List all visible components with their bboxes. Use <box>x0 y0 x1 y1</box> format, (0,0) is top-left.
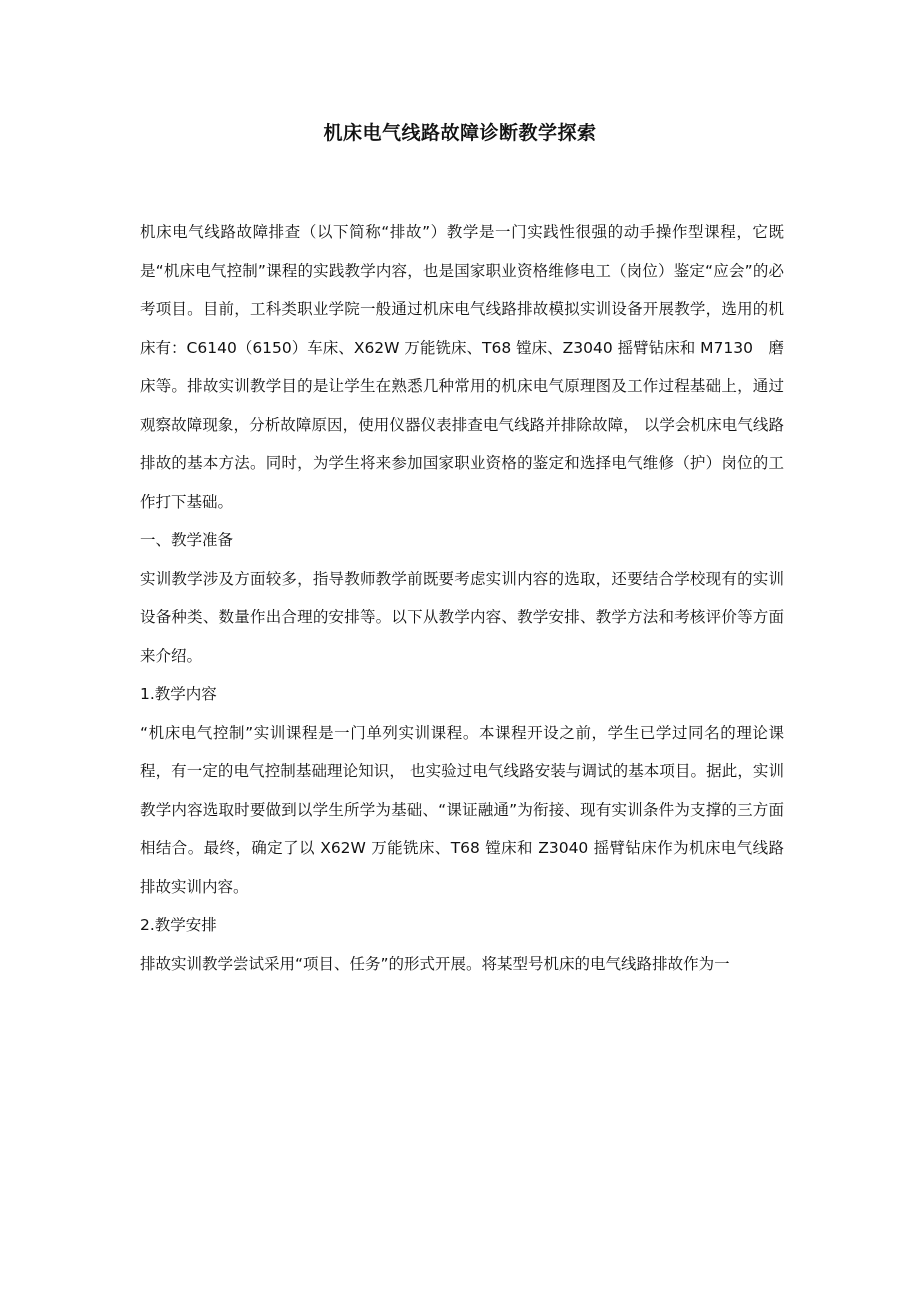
paragraph-teaching-arrangement: 排故实训教学尝试采用“项目、任务”的形式开展。将某型号机床的电气线路排故作为一 <box>140 954 730 973</box>
subsection-heading-teaching-content: 1.教学内容 <box>140 685 217 703</box>
subsection-heading-teaching-arrangement: 2.教学安排 <box>140 916 217 934</box>
document-body <box>140 213 784 983</box>
section-heading-teaching-preparation: 一、教学准备 <box>140 531 234 549</box>
paragraph-intro: 机床电气线路故障排查（以下简称“排故”）教学是一门实践性很强的动手操作型课程，它既是“机床电气控制”课程的实践教学内容，也是国家职业资格维修电工（岗位）鉴定“应会”的必考项目。目前，工科类职业学院一般通过机床电气线路排故模拟实训设备开展教学，选用的机床有：C6140（6150）车床、X62W 万能铣床、T68 镗床、Z3040 摇臂钻床和 M7130 磨床等。排故实训教学目的是让学生在熟悉几种常用的机床电气原理图及工作过程基础上，通过观察故障现象，分析故障原因，使用仪器仪表排查电气线路并排除故障， 以学会机床电气线路排故的基本方法。同时，为学生将来参加国家职业资格的鉴定和选择电气维修（护）岗位的工作打下基础。 <box>140 223 784 511</box>
paragraph-teaching-content: “机床电气控制”实训课程是一门单列实训课程。本课程开设之前，学生已学过同名的理论课程，有一定的电气控制基础理论知识， 也实验过电气线路安装与调试的基本项目。据此，实训教学内容选取时要做到以学生所学为基础、“课证融通”为衔接、现有实训条件为支撑的三方面相结合。最终，确定了以 X62W 万能铣床、T68 镗床和 Z3040 摇臂钻床作为机床电气线路排故实训内容。 <box>140 723 784 896</box>
document-title: 机床电气线路故障诊断教学探索 <box>323 122 597 144</box>
paragraph-preparation: 实训教学涉及方面较多，指导教师教学前既要考虑实训内容的选取，还要结合学校现有的实训设备种类、数量作出合理的安排等。以下从教学内容、教学安排、教学方法和考核评价等方面来介绍。 <box>140 569 784 665</box>
